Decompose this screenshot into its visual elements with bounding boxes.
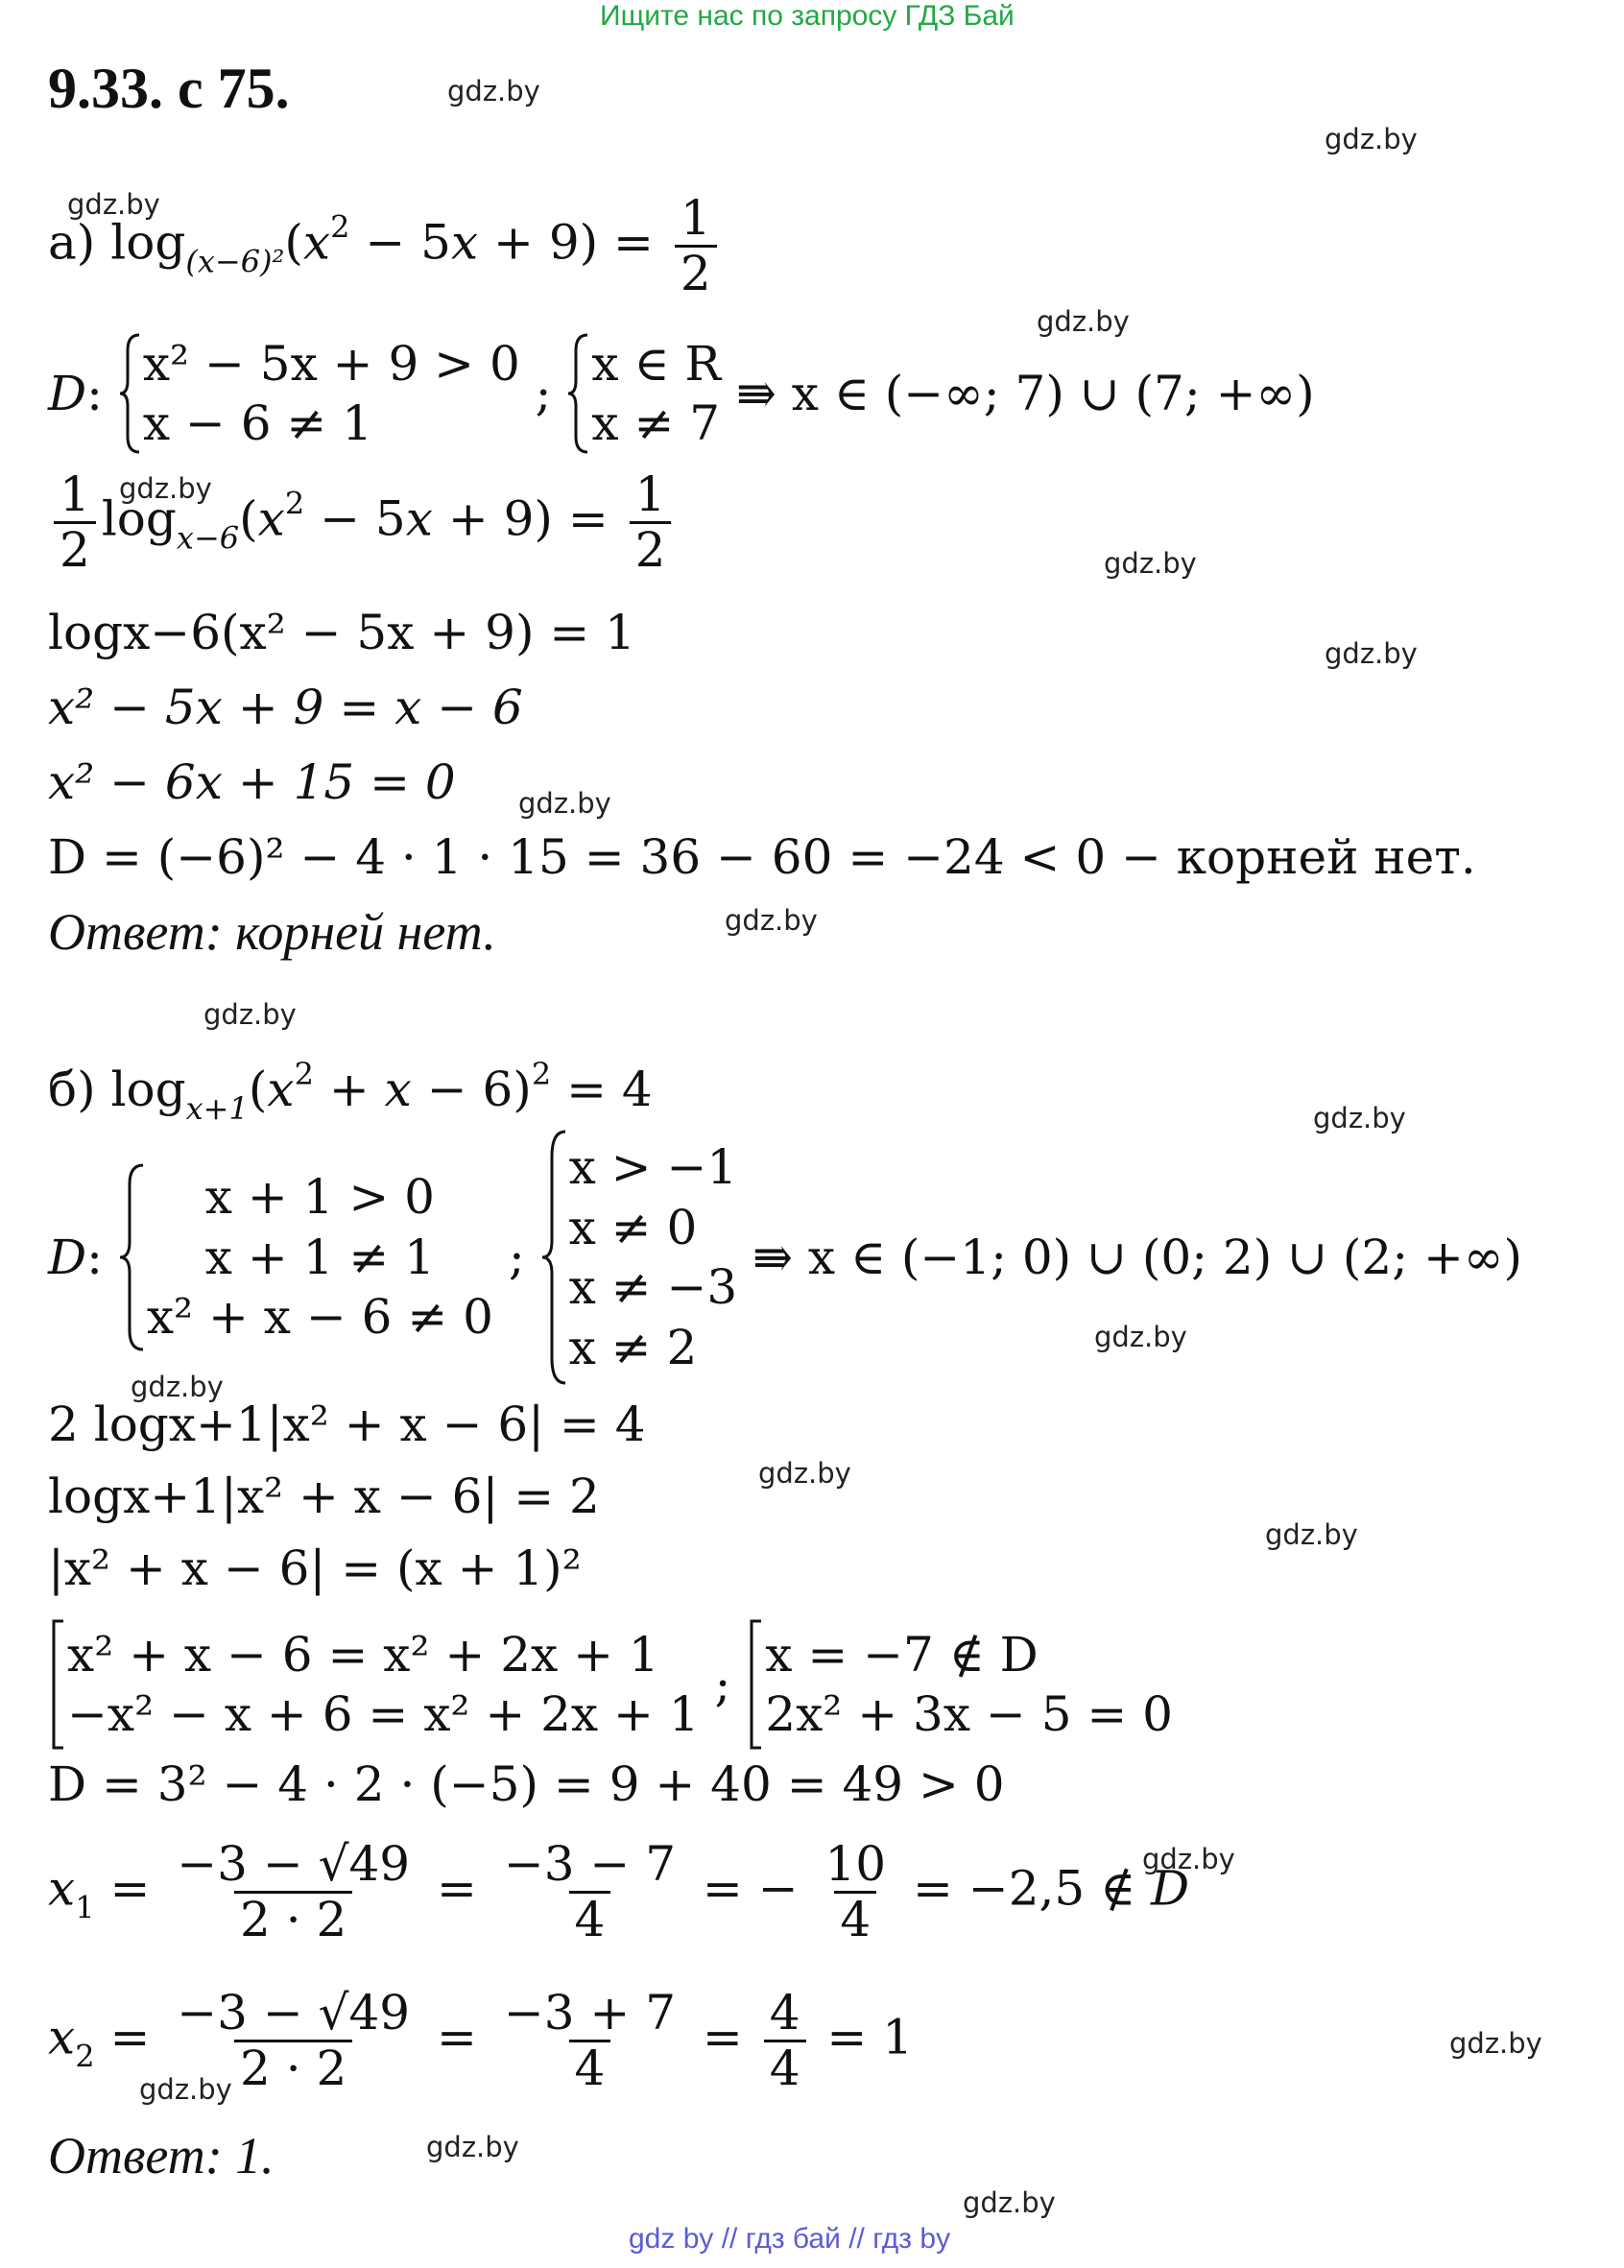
part-a-step: x² − 5x + 9 = x − 6 — [48, 680, 523, 735]
system-line: x ≠ 0 — [568, 1199, 698, 1255]
watermark: gdz.by — [426, 2131, 519, 2163]
part-a-step: logx−6(x² − 5x + 9) = 1 — [48, 605, 635, 660]
part-a-answer: Ответ: корней нет. — [48, 903, 496, 961]
watermark: gdz.by — [963, 2186, 1056, 2219]
part-b-discriminant: D = 3² − 4 · 2 · (−5) = 9 + 40 = 49 > 0 — [48, 1756, 1005, 1812]
part-b-equation: б) $\log_{x+1}(x^2 + x - 6)^2 = 4$ — [48, 1056, 653, 1127]
bottom-banner[interactable]: gdz by // гдз бай // гдз by — [629, 2223, 951, 2255]
part-b-domain-simplified — [569, 1137, 738, 1377]
brace-icon — [540, 1128, 569, 1387]
watermark: gdz.by — [67, 188, 160, 221]
system-line: x ≠ 7 — [591, 395, 721, 451]
part-b-domain-system — [147, 1167, 493, 1348]
system-line: x² + x − 6 ≠ 0 — [146, 1289, 493, 1346]
part-a-step: x² − 6x + 15 = 0 — [48, 754, 456, 810]
system-line: x² − 5x + 9 > 0 — [142, 335, 520, 392]
part-b-label: б) — [48, 1062, 96, 1117]
brace-icon — [118, 331, 143, 456]
watermark: gdz.by — [1325, 123, 1418, 155]
set-line: x² + x − 6 = x² + 2x + 1 — [67, 1626, 659, 1683]
system-line: x + 1 > 0 — [204, 1169, 435, 1226]
part-b-set-solved — [765, 1625, 1173, 1745]
watermark: gdz.by — [131, 1371, 224, 1403]
top-banner: Ищите нас по запросу ГДЗ Бай — [600, 0, 1015, 32]
part-b-step: 2 logx+1|x² + x − 6| = 4 — [48, 1397, 646, 1452]
watermark: gdz.by — [1265, 1518, 1358, 1551]
system-line: x + 1 ≠ 1 — [204, 1229, 435, 1285]
set-line: 2x² + 3x − 5 = 0 — [765, 1686, 1173, 1742]
part-a-step: $\frac{1}{2}$ $\log_{x-6}(x^2 - 5x + 9)$ = $\frac{1}{2}$ — [48, 468, 677, 577]
part-b-domain-result: ⇛ x ∈ (−1; 0) ∪ (0; 2) ∪ (2; +∞) — [752, 1229, 1522, 1285]
part-a-domain-system — [143, 334, 520, 454]
watermark: gdz.by — [725, 904, 818, 937]
watermark: gdz.by — [1094, 1321, 1187, 1353]
part-b-step: logx+1|x² + x − 6| = 2 — [48, 1468, 600, 1524]
brace-icon — [118, 1161, 147, 1353]
watermark: gdz.by — [1325, 637, 1418, 670]
part-b-domain: D : x + 1 > 0 x + 1 ≠ 1 x² + x − 6 ≠ 0 ; x > −1 x ≠ 0 x ≠ −3 x ≠ 2 ⇛ x ∈ (−1; 0) ∪ (0; 2) ∪ (2; +∞) — [48, 1128, 1522, 1387]
set-line: −x² − x + 6 = x² + 2x + 1 — [67, 1686, 700, 1742]
watermark: gdz.by — [119, 472, 212, 505]
page-title: 9.33. с 75. — [48, 57, 290, 120]
watermark: gdz.by — [139, 2073, 232, 2106]
system-line: x − 6 ≠ 1 — [142, 395, 373, 451]
system-line: x > −1 — [568, 1139, 738, 1195]
watermark: gdz.by — [447, 75, 540, 107]
bracket-icon — [48, 1617, 67, 1752]
brace-icon — [566, 331, 591, 456]
system-line: x ∈ R — [591, 335, 722, 392]
system-line: x ≠ −3 — [568, 1259, 738, 1315]
system-line: x ≠ 2 — [568, 1319, 698, 1375]
part-b-answer: Ответ: 1. — [48, 2127, 275, 2184]
watermark: gdz.by — [518, 787, 611, 820]
part-b-root-2: $x_2$ = $\frac{-3 - √49}{2 \cdot 2}$ = $\frac{-3 + 7}{4}$ = $\frac{4}{4}$ = 1 — [48, 1985, 914, 2096]
part-a-label: а) — [48, 214, 96, 271]
watermark: gdz.by — [1037, 305, 1130, 338]
set-line: x = −7 ∉ D — [765, 1626, 1039, 1683]
part-a-equation: а) $\log_{(x-6)^2}(x^2 - 5x + 9)$ = $\frac{1}{2}$ — [48, 192, 723, 300]
watermark: gdz.by — [203, 998, 297, 1031]
watermark: gdz.by — [1104, 547, 1197, 580]
watermark: gdz.by — [1313, 1102, 1406, 1134]
watermark: gdz.by — [1142, 1843, 1235, 1875]
watermark: gdz.by — [758, 1457, 851, 1490]
part-b-set: x² + x − 6 = x² + 2x + 1 −x² − x + 6 = x² + 2x + 1 ; x = −7 ∉ D 2x² + 3x − 5 = 0 — [48, 1617, 1173, 1752]
watermark: gdz.by — [1449, 2027, 1542, 2060]
part-b-step: |x² + x − 6| = (x + 1)² — [48, 1540, 582, 1596]
part-b-set-original — [67, 1625, 700, 1745]
part-a-domain: D : x² − 5x + 9 > 0 x − 6 ≠ 1 ; x ∈ R x ≠ 7 ⇛ x ∈ (−∞; 7) ∪ (7; +∞) — [48, 331, 1315, 456]
part-a-domain-simplified — [591, 334, 721, 454]
part-b-root-1: $x_1$ = $\frac{-3 - √49}{2 \cdot 2}$ = $\frac{-3 - 7}{4}$ = − $\frac{10}{4}$ = −2,5 ∉ D — [48, 1836, 1190, 1947]
bracket-icon — [746, 1617, 765, 1752]
part-a-domain-result: ⇛ x ∈ (−∞; 7) ∪ (7; +∞) — [735, 366, 1315, 421]
part-a-step: D = (−6)² − 4 · 1 · 15 = 36 − 60 = −24 < 0 − корней нет. — [48, 829, 1476, 885]
